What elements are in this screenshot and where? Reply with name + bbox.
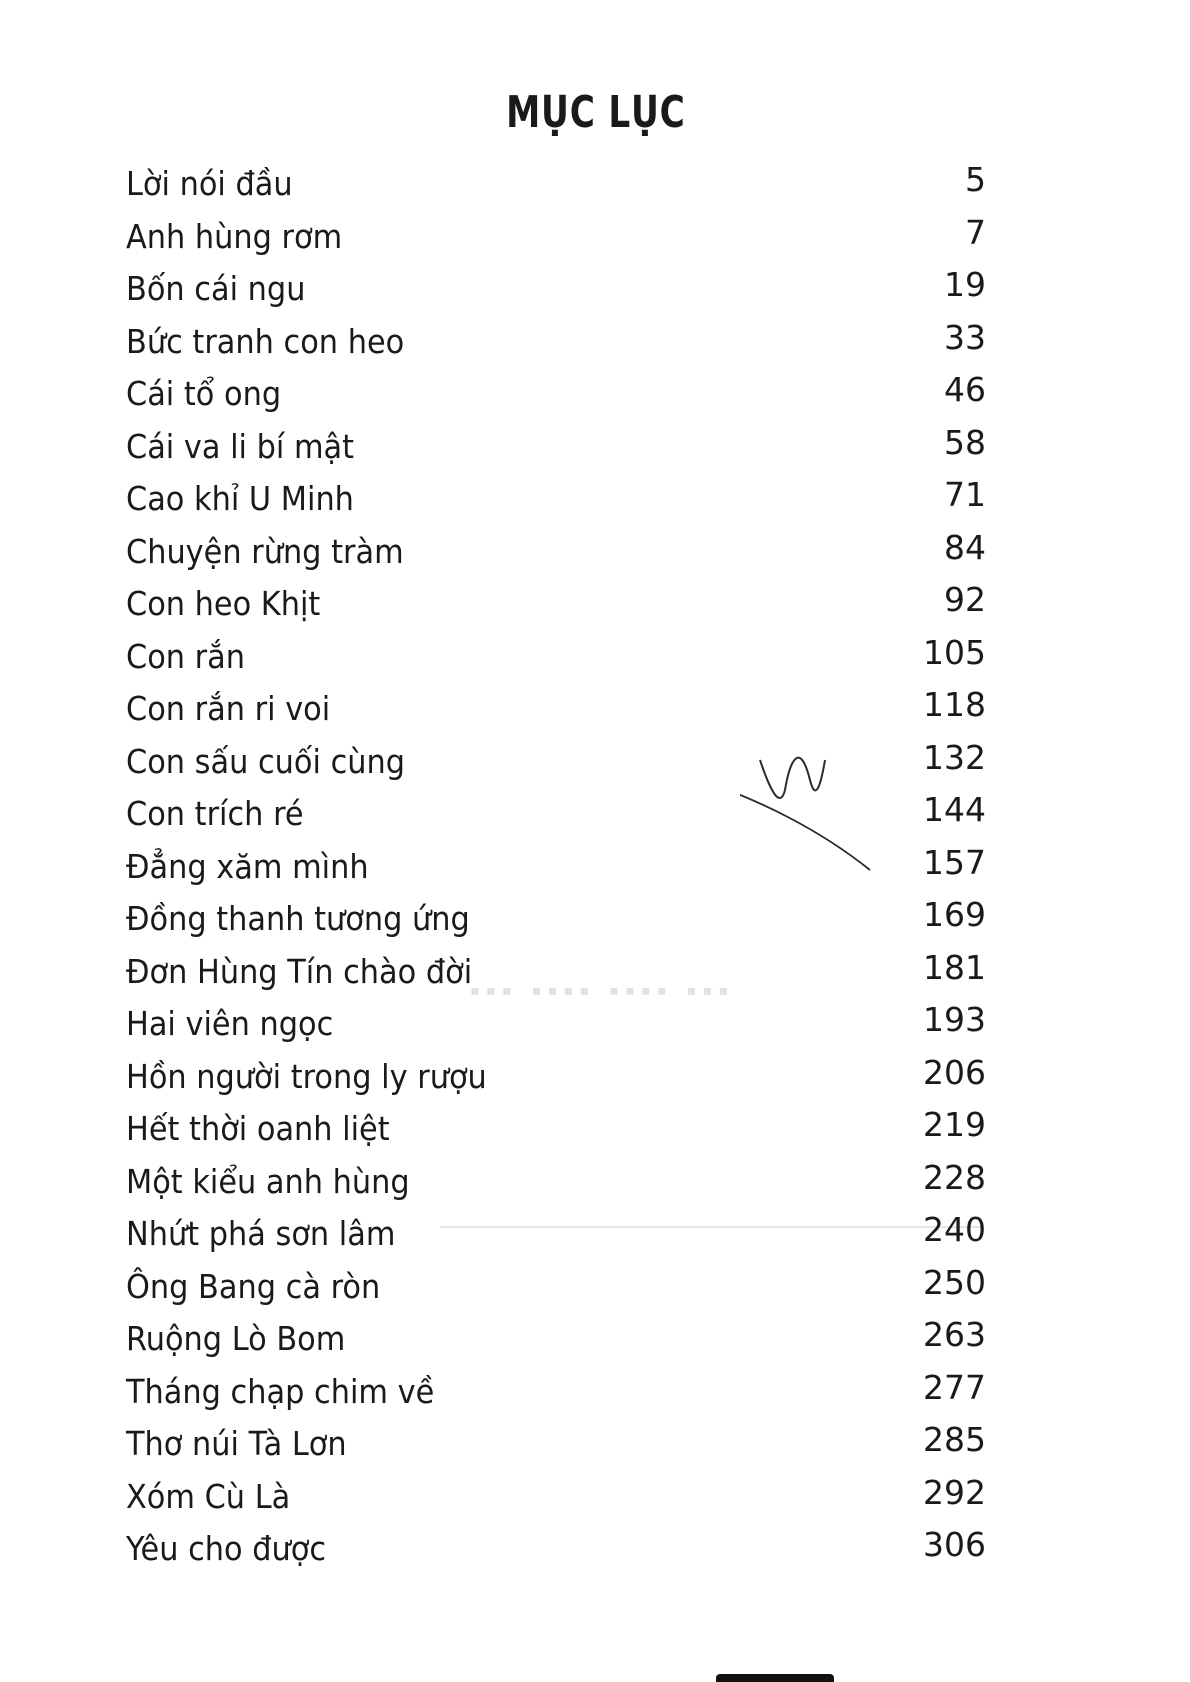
toc-entry-page-number: 19 [944,265,986,304]
toc-entry-title: Nhứt phá sơn lâm [126,1214,396,1253]
toc-entry [126,1262,986,1318]
toc-entry-title: Con sấu cuối cùng [126,741,406,781]
toc-entry-title: Tháng chạp chim về [126,1371,435,1411]
toc-entry [126,1422,986,1475]
toc-entry-title: Cái va li bí mật [126,426,355,466]
toc-entry-title: Chuyện rừng tràm [126,531,404,571]
toc-entry-page-number: 219 [923,1105,986,1144]
toc-entry-page-number: 92 [944,580,986,619]
toc-entry-title: Thơ núi Tà Lơn [126,1424,347,1463]
toc-entry-title: Bốn cái ngu [126,269,306,308]
toc-entry [126,1317,986,1370]
toc-entry-page-number: 144 [923,790,986,829]
toc-entry [126,422,986,478]
toc-entry-title: Cao khỉ U Minh [126,479,354,518]
toc-entry-page-number: 206 [923,1052,986,1092]
toc-entry-title: Hồn người trong ly rượu [126,1056,487,1096]
toc-entry [126,737,986,793]
toc-entry [126,1157,986,1213]
toc-entry-page-number: 84 [944,527,986,567]
toc-entry [126,1472,986,1528]
toc-entry [126,477,986,530]
toc-entry [126,162,986,215]
toc-entry-page-number: 193 [923,1000,986,1039]
toc-entry [126,1052,986,1108]
toc-entry-page-number: 118 [923,685,986,724]
toc-entry-title: Ruộng Lò Bom [126,1319,346,1358]
toc-entry [126,582,986,635]
toc-entry-page-number: 306 [923,1525,986,1564]
toc-entry-page-number: 181 [923,947,986,987]
toc-entry-title: Yêu cho được [126,1529,327,1568]
toc-entry-page-number: 285 [923,1420,986,1459]
toc-entry-page-number: 292 [923,1472,986,1512]
toc-entry [126,947,986,1003]
toc-entry-page-number: 250 [923,1262,986,1302]
toc-entry-title: Đồng thanh tương ứng [126,899,470,938]
toc-entry-title: Ông Bang cà ròn [126,1266,381,1306]
toc-entry [126,372,986,425]
toc-entry [126,792,986,845]
toc-entry-page-number: 46 [944,370,986,409]
toc-entry-title: Hai viên ngọc [126,1004,334,1043]
toc-entry-title: Con heo Khịt [126,584,321,623]
toc-entry [126,1212,986,1265]
table-of-contents [126,162,986,1580]
toc-entry-page-number: 277 [923,1367,986,1407]
toc-entry [126,317,986,373]
toc-entry [126,1527,986,1580]
bleed-through-text: ▪▪▪ ▪▪▪▪ ▪▪▪▪ ▪▪▪ [470,975,735,1006]
toc-entry-page-number: 7 [965,212,986,252]
toc-entry-title: Một kiểu anh hùng [126,1161,410,1201]
toc-entry [126,687,986,740]
toc-entry-page-number: 169 [923,895,986,934]
toc-entry-title: Hết thời oanh liệt [126,1109,390,1148]
toc-entry-page-number: 105 [923,632,986,672]
toc-entry-page-number: 263 [923,1315,986,1354]
toc-entry-title: Bức tranh con heo [126,321,405,361]
toc-entry-page-number: 33 [944,317,986,357]
toc-entry [126,267,986,320]
toc-entry [126,1002,986,1055]
toc-entry [126,1367,986,1423]
page-edge-mark [716,1674,834,1682]
toc-entry-title: Đẳng xăm mình [126,846,369,886]
toc-entry-title: Xóm Cù Là [126,1476,291,1516]
toc-entry-title: Con rắn ri voi [126,689,331,728]
toc-entry-page-number: 58 [944,422,986,462]
toc-entry [126,1107,986,1160]
toc-entry-title: Con rắn [126,636,245,676]
toc-entry-title: Anh hùng rơm [126,216,343,256]
toc-entry-title: Con trích ré [126,794,304,833]
toc-entry-page-number: 5 [965,160,986,199]
toc-entry-page-number: 157 [923,842,986,882]
toc-entry-page-number: 132 [923,737,986,777]
toc-entry [126,632,986,688]
toc-entry [126,842,986,898]
toc-entry [126,897,986,950]
toc-entry [126,212,986,268]
page-title: MỤC LỤC [506,87,686,139]
toc-entry [126,527,986,583]
toc-entry-page-number: 240 [923,1210,986,1249]
toc-entry-title: Đơn Hùng Tín chào đời [126,951,473,991]
toc-entry-title: Lời nói đầu [126,164,293,203]
toc-entry-title: Cái tổ ong [126,374,282,413]
toc-entry-page-number: 71 [944,475,986,514]
toc-entry-page-number: 228 [923,1157,986,1197]
